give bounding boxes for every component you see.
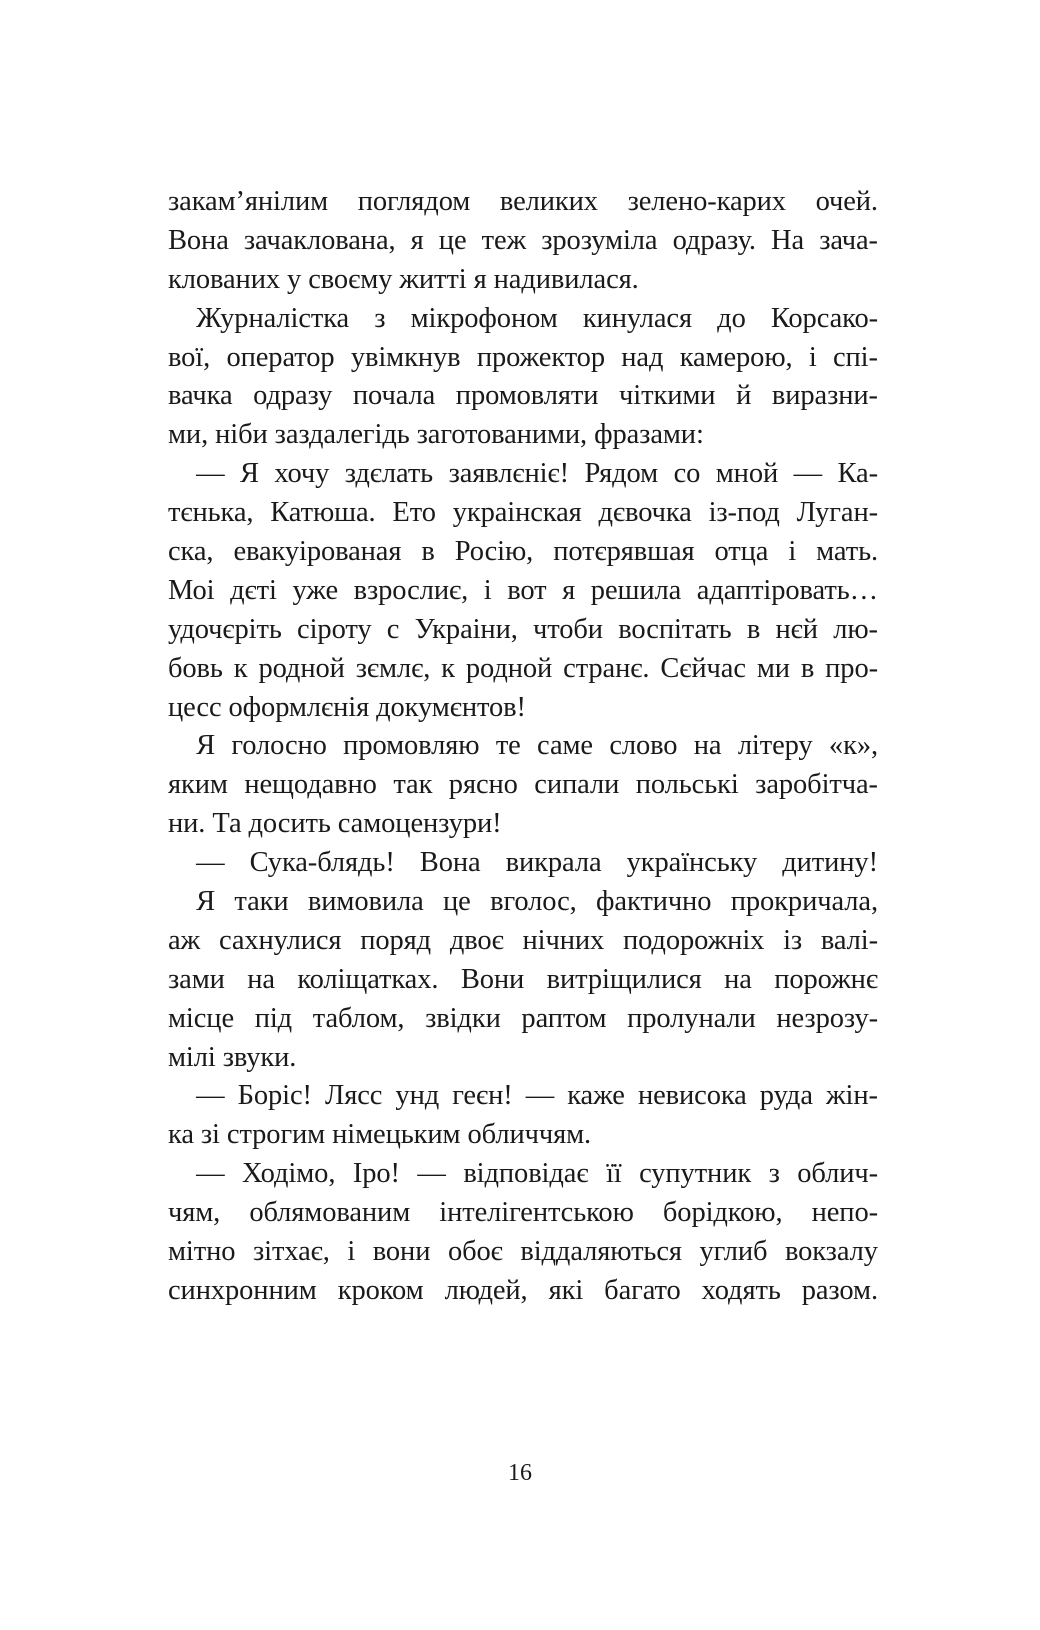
text-word: вголос, — [490, 886, 577, 918]
text-word: — — [793, 458, 823, 490]
text-word: фактично — [596, 886, 712, 918]
page-number: 16 — [508, 1460, 532, 1486]
text-word: Росію, — [454, 536, 534, 568]
text-word: кинулася — [582, 302, 692, 334]
text-line — [168, 572, 878, 611]
text-word: каже — [567, 1080, 625, 1112]
text-word: витріщилися — [546, 963, 702, 995]
text-word: мікрофоном — [410, 302, 558, 334]
text-word: Боріс! — [237, 1080, 312, 1112]
text-word: раптом — [521, 1002, 607, 1034]
text-word: Я — [168, 730, 216, 762]
text-line — [168, 1155, 878, 1194]
text-word: в — [746, 613, 761, 645]
text-word: — — [168, 1158, 225, 1190]
text-line — [168, 222, 878, 261]
text-word: невисока — [637, 1080, 747, 1112]
text-word: чям, — [168, 1197, 221, 1229]
text-word: мітно — [168, 1236, 236, 1268]
text-word: Вона — [168, 224, 229, 256]
text-word: лю- — [833, 613, 878, 645]
text-word: літеру — [737, 730, 813, 762]
text-word: інтелігентською — [439, 1197, 634, 1229]
text-word: подорожніх — [622, 924, 765, 956]
text-word: місце — [168, 1002, 235, 1034]
text-word: взрослиє, — [353, 574, 469, 606]
text-word: це — [438, 224, 467, 256]
text-word: відповідає — [463, 1158, 589, 1190]
text-word: Ходімо, — [242, 1158, 336, 1190]
text-word: геєн! — [452, 1080, 513, 1112]
text-word: Рядом — [584, 458, 659, 490]
text-word: — — [417, 1158, 446, 1190]
text-line — [168, 883, 878, 922]
text-word: вот — [507, 574, 547, 606]
text-word: мной — [715, 458, 779, 490]
text-word: зами — [168, 963, 225, 995]
text-line — [168, 494, 878, 533]
text-word: Я — [168, 886, 216, 918]
text-word: так — [393, 769, 433, 801]
text-line — [168, 300, 878, 339]
text-word: спі- — [832, 341, 878, 373]
text-word: на — [247, 963, 275, 995]
text-line: цесс оформлєнія докумєнтов! — [168, 691, 526, 723]
text-word: про- — [825, 652, 878, 684]
text-word: нічних — [522, 924, 605, 956]
text-word: виразни- — [771, 380, 878, 412]
text-word: удочєріть — [168, 613, 282, 645]
text-word: дитину! — [782, 847, 878, 879]
text-word: коліщатках. — [297, 963, 439, 995]
text-word: заробітча- — [755, 769, 878, 801]
text-line — [168, 766, 878, 805]
text-word: таки — [234, 886, 289, 918]
text-line — [168, 844, 878, 883]
text-word: слово — [609, 730, 678, 762]
text-word: те — [495, 730, 521, 762]
text-word: — — [168, 1080, 225, 1112]
text-word: родной — [465, 652, 553, 684]
text-word: поряд — [360, 924, 432, 956]
text-word: заявлєніє! — [448, 458, 570, 490]
text-word: вимовила — [307, 886, 424, 918]
text-line — [168, 377, 878, 416]
text-word: обоє — [447, 1236, 503, 1268]
text-word: Украіни, — [414, 613, 518, 645]
text-word: зелено-карих — [627, 186, 786, 217]
text-word: — — [168, 847, 225, 879]
text-word: пролунали — [627, 1002, 756, 1034]
text-word: уже — [292, 574, 339, 606]
text-word: тєнька, — [168, 497, 254, 529]
text-word: на — [693, 730, 722, 762]
text-word: двоє — [449, 924, 504, 956]
text-word: На — [771, 224, 805, 256]
text-word: камерою, — [679, 341, 793, 373]
text-word: українську — [626, 847, 758, 879]
text-word: Лясс — [325, 1080, 383, 1112]
text-line — [168, 533, 878, 572]
text-word: над — [621, 341, 664, 373]
text-word: порожнє — [774, 963, 878, 995]
text-word: ми — [756, 652, 790, 684]
text-word: вони — [372, 1236, 431, 1268]
text-word: й — [736, 380, 752, 412]
text-word: до — [717, 302, 746, 334]
text-word: жін- — [825, 1080, 878, 1112]
text-word: потєрявшая — [553, 536, 695, 568]
text-word: ходять — [701, 1274, 781, 1306]
text-word: польські — [635, 769, 739, 801]
text-word: промовляти — [455, 380, 599, 412]
page-text-body — [168, 183, 878, 1311]
text-word: Журналістка — [168, 302, 350, 334]
text-word: вої, — [168, 341, 211, 373]
text-word: — — [168, 458, 225, 490]
text-word: украінская — [452, 497, 582, 529]
text-word: родной — [258, 652, 345, 684]
text-word: багато — [604, 1274, 681, 1306]
text-word: чтоби — [533, 613, 603, 645]
text-word: одразу. — [672, 224, 756, 256]
text-word: Катюша. — [270, 497, 376, 529]
text-word: рясно — [448, 769, 518, 801]
text-word: я — [410, 224, 424, 256]
text-line — [168, 455, 878, 494]
text-word: віддаляються — [520, 1236, 682, 1268]
text-word: я — [562, 574, 576, 606]
text-line — [168, 961, 878, 1000]
text-word: одразу — [253, 380, 333, 412]
text-word: Сєйчас — [660, 652, 746, 684]
text-line: клованих у своєму житті я надивилася. — [168, 263, 639, 295]
text-word: с — [386, 613, 400, 645]
text-word: сіроту — [297, 613, 372, 645]
text-word: разом. — [801, 1274, 878, 1306]
text-word: зрозуміла — [541, 224, 658, 256]
text-word: саме — [537, 730, 593, 762]
text-word: здєлать — [344, 458, 434, 490]
text-line — [168, 1272, 878, 1311]
text-line — [168, 1000, 878, 1039]
text-line — [168, 1077, 878, 1116]
text-word: зємлє, — [355, 652, 431, 684]
text-word: це — [443, 886, 471, 918]
text-word: промовляю — [343, 730, 480, 762]
text-word: евакуірованая — [233, 536, 402, 568]
text-word: хочу — [274, 458, 330, 490]
text-word: і — [483, 574, 492, 606]
text-word: очей. — [815, 186, 878, 217]
text-word: звідки — [425, 1002, 501, 1034]
text-word: непо- — [811, 1197, 878, 1229]
text-word: Корсако- — [770, 302, 878, 334]
text-word: під — [254, 1002, 293, 1034]
text-word: голосно — [231, 730, 327, 762]
text-word: зача- — [819, 224, 878, 256]
text-word: великих — [499, 186, 598, 217]
text-word: нєй — [775, 613, 818, 645]
text-word: Ка- — [837, 458, 878, 490]
text-word: ска, — [168, 536, 214, 568]
text-word: які — [548, 1274, 584, 1306]
text-word: адаптіровать… — [696, 574, 878, 606]
text-word: со — [673, 458, 701, 490]
text-word: борідкою, — [662, 1197, 783, 1229]
text-word: прокричала, — [730, 886, 878, 918]
text-word: теж — [481, 224, 527, 256]
text-word: прожектор — [476, 341, 605, 373]
text-word: Я — [239, 458, 259, 490]
text-word: унд — [395, 1080, 440, 1112]
text-word: в — [421, 536, 435, 568]
text-line — [168, 650, 878, 689]
text-word: в — [800, 652, 815, 684]
text-word: увімкнув — [350, 341, 461, 373]
text-line — [168, 1194, 878, 1233]
text-word: Ето — [392, 497, 436, 529]
text-word: воспітать — [618, 613, 732, 645]
text-word: зачаклована, — [243, 224, 396, 256]
text-word: углиб — [699, 1236, 768, 1268]
text-word: отца — [714, 536, 769, 568]
text-word: і — [808, 341, 817, 373]
text-word: з — [768, 1158, 780, 1190]
text-line: ка зі строгим німецьким обличчям. — [168, 1119, 592, 1151]
text-word: супутник — [639, 1158, 752, 1190]
text-word: поглядом — [357, 186, 471, 217]
text-word: оператор — [226, 341, 335, 373]
text-word: — — [525, 1080, 555, 1112]
text-word: викрала — [505, 847, 602, 879]
text-word: «к», — [828, 730, 878, 762]
text-word: Сука-блядь! — [249, 847, 395, 879]
text-line: ми, ніби заздалегідь заготованими, фразами: — [168, 419, 704, 451]
text-word: її — [605, 1158, 622, 1190]
text-word: Вона — [419, 847, 481, 879]
text-word: облич- — [797, 1158, 878, 1190]
text-word: сипали — [534, 769, 620, 801]
text-word: зітхає, — [252, 1236, 330, 1268]
text-word: таблом, — [312, 1002, 405, 1034]
text-word: дєті — [230, 574, 277, 606]
text-word: решила — [590, 574, 682, 606]
text-word: к — [441, 652, 455, 684]
text-word: почала — [352, 380, 436, 412]
text-word: странє. — [563, 652, 650, 684]
text-word: руда — [759, 1080, 813, 1112]
text-word: синхронним — [168, 1274, 317, 1306]
text-line: мілі звуки. — [168, 1041, 297, 1073]
text-word: незрозу- — [776, 1002, 878, 1034]
text-word: і — [788, 536, 797, 568]
text-word: вачка — [168, 380, 233, 412]
text-word: Іро! — [352, 1158, 400, 1190]
text-word: Вони — [460, 963, 525, 995]
text-word: із-под — [708, 497, 780, 529]
text-line: ни. Та досить самоцензури! — [168, 808, 502, 840]
text-word: із — [783, 924, 803, 956]
text-line — [168, 183, 878, 222]
text-line — [168, 727, 878, 766]
text-word: сахнулися — [218, 924, 342, 956]
text-word: мать. — [816, 536, 878, 568]
text-line — [168, 1233, 878, 1272]
text-word: аж — [168, 924, 201, 956]
text-word: на — [724, 963, 752, 995]
text-word: бовь — [168, 652, 223, 684]
text-word: кроком — [337, 1274, 424, 1306]
text-word: вокзалу — [784, 1236, 878, 1268]
text-word: чіткими — [619, 380, 716, 412]
text-word: закам’янілим — [168, 186, 329, 217]
text-word: нещодавно — [244, 769, 377, 801]
text-word: яким — [168, 769, 228, 801]
text-line — [168, 611, 878, 650]
text-line — [168, 922, 878, 961]
text-word: людей, — [444, 1274, 528, 1306]
text-word: дєвочка — [598, 497, 692, 529]
text-word: облямованим — [249, 1197, 411, 1229]
text-word: Луган- — [796, 497, 878, 529]
text-line — [168, 339, 878, 378]
text-word: Моі — [168, 574, 215, 606]
text-word: з — [374, 302, 386, 334]
text-word: к — [233, 652, 248, 684]
text-word: і — [347, 1236, 356, 1268]
text-word: валі- — [820, 924, 878, 956]
